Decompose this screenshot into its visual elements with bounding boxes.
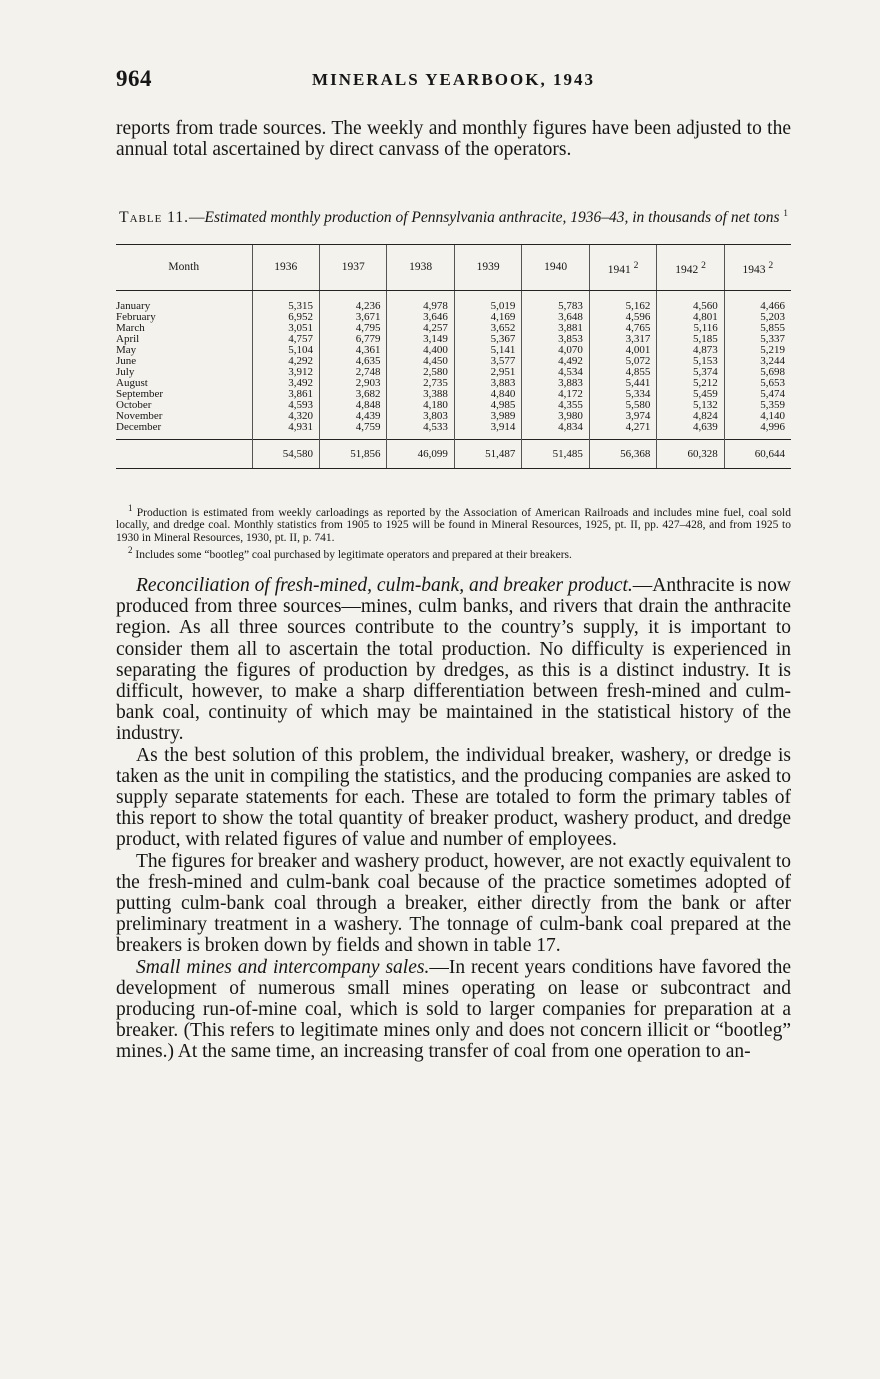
value-cell: 3,244 <box>724 356 791 367</box>
value-cell: 5,219 <box>724 345 791 356</box>
value-cell: 5,116 <box>657 323 724 334</box>
value-cell: 4,320 <box>252 411 319 422</box>
value-cell: 5,072 <box>589 356 656 367</box>
value-cell: 4,978 <box>387 291 454 313</box>
value-cell: 5,334 <box>589 389 656 400</box>
paragraph-heading: Small mines and intercompany sales. <box>136 956 430 978</box>
paragraph-heading: Reconciliation of fresh-mined, culm-bank, and breaker product. <box>136 575 633 596</box>
value-cell: 3,883 <box>454 378 521 389</box>
total-cell: 56,368 <box>589 440 656 469</box>
production-table <box>116 244 791 469</box>
value-cell: 4,257 <box>387 323 454 334</box>
paragraph <box>116 575 791 745</box>
value-cell: 2,903 <box>319 378 386 389</box>
value-cell: 4,757 <box>252 334 319 345</box>
total-cell: 51,485 <box>522 440 589 469</box>
value-cell: 3,577 <box>454 356 521 367</box>
value-cell: 4,533 <box>387 422 454 440</box>
value-cell: 4,855 <box>589 367 656 378</box>
value-cell: 3,974 <box>589 411 656 422</box>
paragraph-text: As the best solution of this problem, the individual breaker, washery, or dredge is taken as the unit in compiling the statistics, and the producing companies are asked to supply separate statements for each. These are totaled to form the primary tables of this report to show the total quantity of breaker product, washery product, and dredge product, with related figures of value and number of employees. <box>116 744 791 851</box>
value-cell: 5,441 <box>589 378 656 389</box>
value-cell: 4,355 <box>522 400 589 411</box>
column-header <box>252 245 319 291</box>
table-row <box>116 422 791 440</box>
footnote-mark: 2 <box>128 545 133 556</box>
value-cell: 6,952 <box>252 312 319 323</box>
value-cell: 4,801 <box>657 312 724 323</box>
table-header <box>116 245 791 291</box>
column-header <box>589 245 656 291</box>
column-header-label: Month <box>168 261 200 273</box>
column-header <box>319 245 386 291</box>
value-cell: 4,070 <box>522 345 589 356</box>
value-cell: 5,367 <box>454 334 521 345</box>
column-header-label: 1937 <box>341 261 365 273</box>
value-cell: 4,985 <box>454 400 521 411</box>
value-cell: 5,203 <box>724 312 791 323</box>
value-cell: 2,580 <box>387 367 454 378</box>
value-cell: 5,580 <box>589 400 656 411</box>
table-header-row <box>116 245 791 291</box>
value-cell: 5,132 <box>657 400 724 411</box>
value-cell: 3,861 <box>252 389 319 400</box>
value-cell: 4,450 <box>387 356 454 367</box>
month-cell: April <box>116 333 140 345</box>
value-cell: 4,001 <box>589 345 656 356</box>
value-cell: 4,593 <box>252 400 319 411</box>
column-header-label: 1941 <box>607 263 631 276</box>
page-number: 964 <box>116 66 152 91</box>
intro-paragraph: reports from trade sources. The weekly and monthly figures have been adjusted to the annual total ascertained by direct canvass of the operators. <box>116 118 791 160</box>
value-cell: 3,881 <box>522 323 589 334</box>
column-header <box>657 245 724 291</box>
table-row <box>116 334 791 345</box>
total-cell: 51,856 <box>319 440 386 469</box>
value-cell: 4,169 <box>454 312 521 323</box>
column-header-note: 2 <box>633 259 639 271</box>
table-row <box>116 389 791 400</box>
value-cell: 4,834 <box>522 422 589 440</box>
value-cell: 3,492 <box>252 378 319 389</box>
footnote-text: Production is estimated from weekly carloadings as reported by the Association of American Railroads and includes mine fuel, coal sold locally, and dredge coal. Monthly statistics from 1905 to 1925 will be found in Mineral Resources, 1925, pt. II, pp. 427–428, and from 1925 to 1930 in Mineral Resources, 1930, pt. II, p. 741. <box>116 506 791 544</box>
table-caption <box>116 204 791 227</box>
month-cell: February <box>116 311 156 323</box>
paragraph-text: —Anthracite is now produced from three sources—mines, culm banks, and rivers that drain the anthracite region. As all three sources contribute to the country’s supply, it is important to consider them all to ascertain the total production. No difficulty is experienced in separating the figures of production by dredges, as this is a distinct industry. It is difficult, however, to make a sharp differentiation between fresh-mined and culm-bank coal, continuity of which may be maintained in the statistical history of the industry. <box>116 575 791 745</box>
total-cell: 51,487 <box>454 440 521 469</box>
value-cell: 4,848 <box>319 400 386 411</box>
value-cell: 5,153 <box>657 356 724 367</box>
total-cell: 54,580 <box>252 440 319 469</box>
value-cell: 5,459 <box>657 389 724 400</box>
value-cell: 5,855 <box>724 323 791 334</box>
value-cell: 3,671 <box>319 312 386 323</box>
table-row <box>116 356 791 367</box>
value-cell: 4,596 <box>589 312 656 323</box>
total-label-cell <box>116 440 252 469</box>
value-cell: 3,803 <box>387 411 454 422</box>
column-header <box>454 245 521 291</box>
value-cell: 4,400 <box>387 345 454 356</box>
value-cell: 5,374 <box>657 367 724 378</box>
value-cell: 3,051 <box>252 323 319 334</box>
table-row <box>116 411 791 422</box>
column-header-note: 2 <box>768 259 774 271</box>
total-cell: 46,099 <box>387 440 454 469</box>
table-body <box>116 291 791 469</box>
column-header <box>724 245 791 291</box>
footnote-text: Includes some “bootleg” coal purchased by legitimate operators and prepared at their breakers. <box>135 549 572 562</box>
value-cell: 3,853 <box>522 334 589 345</box>
body-text <box>116 575 791 1063</box>
value-cell: 5,019 <box>454 291 521 313</box>
value-cell: 3,682 <box>319 389 386 400</box>
value-cell: 5,783 <box>522 291 589 313</box>
column-header-label: 1940 <box>544 261 568 273</box>
footnote-mark: 1 <box>128 503 133 513</box>
month-cell: December <box>116 421 162 433</box>
table-title-note: 1 <box>783 208 788 218</box>
value-cell: 5,185 <box>657 334 724 345</box>
column-header <box>387 245 454 291</box>
value-cell: 3,883 <box>522 378 589 389</box>
running-head: MINERALS YEARBOOK, 1943 <box>312 70 595 89</box>
value-cell: 5,104 <box>252 345 319 356</box>
value-cell: 3,912 <box>252 367 319 378</box>
value-cell: 4,271 <box>589 422 656 440</box>
value-cell: 4,759 <box>319 422 386 440</box>
value-cell: 3,648 <box>522 312 589 323</box>
month-cell: September <box>116 388 164 400</box>
month-cell: June <box>116 355 137 367</box>
value-cell: 4,439 <box>319 411 386 422</box>
value-cell: 5,698 <box>724 367 791 378</box>
value-cell: 4,172 <box>522 389 589 400</box>
value-cell: 4,361 <box>319 345 386 356</box>
value-cell: 4,635 <box>319 356 386 367</box>
table-row <box>116 291 791 313</box>
paragraph-text: The figures for breaker and washery product, however, are not exactly equivalent to the fresh-mined and culm-bank coal because of the practice sometimes adopted of putting culm-bank coal through a breaker, either directly from the bank or after preliminary treatment in a washery. The tonnage of culm-bank coal prepared at the breakers is broken down by fields and shown in table 17. <box>116 850 791 957</box>
month-cell: July <box>116 366 135 378</box>
value-cell: 4,795 <box>319 323 386 334</box>
value-cell: 3,914 <box>454 422 521 440</box>
month-cell: October <box>116 399 152 411</box>
value-cell: 3,980 <box>522 411 589 422</box>
value-cell: 5,653 <box>724 378 791 389</box>
paragraph-text: —In recent years conditions have favored the development of numerous small mines operating on lease or subcontract and producing run-of-mine coal, which is sold to larger companies for preparation at a breaker. (This refers to legitimate mines only and does not concern illicit or “bootleg” mines.) At the same time, an increasing transfer of coal from one operation to an- <box>116 956 791 1063</box>
value-cell: 4,873 <box>657 345 724 356</box>
value-cell: 4,765 <box>589 323 656 334</box>
value-cell: 3,646 <box>387 312 454 323</box>
value-cell: 5,212 <box>657 378 724 389</box>
paragraph <box>116 851 791 957</box>
value-cell: 4,180 <box>387 400 454 411</box>
value-cell: 4,466 <box>724 291 791 313</box>
value-cell: 4,492 <box>522 356 589 367</box>
value-cell: 5,141 <box>454 345 521 356</box>
column-header-label: 1938 <box>409 261 433 273</box>
table-row <box>116 312 791 323</box>
table-row <box>116 378 791 389</box>
value-cell: 3,388 <box>387 389 454 400</box>
month-cell: January <box>116 300 151 312</box>
table-caption-dash: — <box>188 209 205 227</box>
value-cell: 3,317 <box>589 334 656 345</box>
total-cell: 60,644 <box>724 440 791 469</box>
month-cell: May <box>116 344 137 356</box>
value-cell: 5,315 <box>252 291 319 313</box>
value-cell: 4,292 <box>252 356 319 367</box>
column-header-label: 1936 <box>274 261 298 273</box>
footnote <box>116 502 791 544</box>
table-row <box>116 323 791 334</box>
value-cell: 2,735 <box>387 378 454 389</box>
value-cell: 5,162 <box>589 291 656 313</box>
month-cell: March <box>116 322 145 334</box>
table-row <box>116 400 791 411</box>
value-cell: 5,359 <box>724 400 791 411</box>
value-cell: 4,140 <box>724 411 791 422</box>
value-cell: 4,639 <box>657 422 724 440</box>
value-cell: 4,931 <box>252 422 319 440</box>
value-cell: 4,534 <box>522 367 589 378</box>
value-cell: 2,748 <box>319 367 386 378</box>
column-header-label: 1939 <box>476 261 500 273</box>
column-header-note: 2 <box>701 259 706 271</box>
column-header <box>522 245 589 291</box>
value-cell: 4,996 <box>724 422 791 440</box>
value-cell: 4,236 <box>319 291 386 313</box>
column-header <box>116 245 252 291</box>
value-cell: 3,652 <box>454 323 521 334</box>
table-title: Estimated monthly production of Pennsylvania anthracite, 1936–43, in thousands of net tons <box>204 209 780 227</box>
month-cell: August <box>116 377 148 389</box>
paragraph <box>116 745 791 851</box>
month-cell: November <box>116 410 163 422</box>
value-cell: 4,840 <box>454 389 521 400</box>
column-header-label: 1943 <box>742 263 766 276</box>
total-cell: 60,328 <box>657 440 724 469</box>
value-cell: 4,560 <box>657 291 724 313</box>
page-header <box>116 66 791 96</box>
value-cell: 3,149 <box>387 334 454 345</box>
table-label: Table 11. <box>119 209 189 227</box>
value-cell: 4,824 <box>657 411 724 422</box>
value-cell: 5,337 <box>724 334 791 345</box>
paragraph <box>116 957 791 1063</box>
table-row <box>116 345 791 356</box>
value-cell: 5,474 <box>724 389 791 400</box>
total-row <box>116 440 791 469</box>
value-cell: 6,779 <box>319 334 386 345</box>
footnote <box>116 544 791 561</box>
table-footnotes <box>116 502 791 562</box>
value-cell: 3,989 <box>454 411 521 422</box>
value-cell: 2,951 <box>454 367 521 378</box>
table-row <box>116 367 791 378</box>
column-header-label: 1942 <box>675 263 699 276</box>
